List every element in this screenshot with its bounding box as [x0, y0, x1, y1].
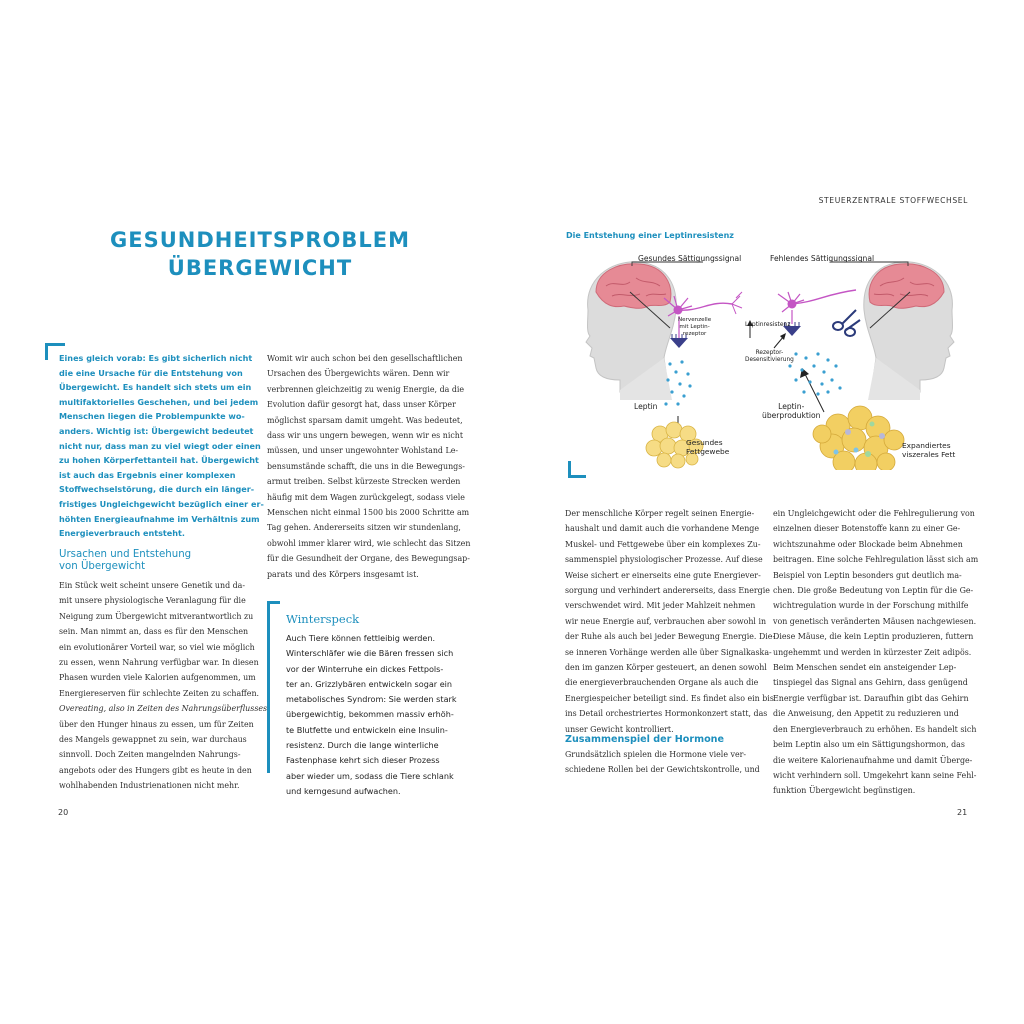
body-line: wir neue Energie auf, verbrauchen aber sowohl in: [565, 616, 767, 626]
body-line: für die Gesundheit der Organe, des Bewegungsap-: [267, 554, 470, 564]
body-line: se inneren Vorhänge werden alle über Signalkaska-: [565, 647, 772, 657]
body-line: wichtszunahme oder Blockade beim Abnehmen: [773, 539, 963, 549]
box-line: Fastenphase kehrt sich dieser Prozess: [286, 755, 440, 766]
body-line: Grundsätzlich spielen die Hormone viele ver-: [565, 750, 747, 759]
body-line: müssen, und unser ungewohnter Wohlstand Le-: [267, 446, 459, 456]
intro-line: Übergewicht. Es handelt sich stets um ein: [59, 382, 252, 393]
intro-line: nicht nur, dass man zu viel wiegt oder einen: [59, 440, 261, 451]
body-line: Diese Mäuse, die kein Leptin produzieren, futtern: [773, 632, 974, 642]
column-2-text: [267, 351, 471, 582]
body-line: ein evolutionärer Vorteil war, so viel wie möglich: [59, 642, 255, 652]
label-missing-signal: Fehlendes Sättigungssignal: [770, 254, 875, 263]
body-line: zu essen, wenn Nahrung verfügbar war. In diesen: [59, 658, 259, 668]
body-line: armut treiben. Selbst kürzeste Strecken werden: [267, 477, 461, 487]
head-left-illustration: [586, 262, 676, 400]
body-line: von genetisch veränderten Mäusen nachgewiesen.: [773, 616, 977, 626]
label-line: viszerales Fett: [902, 450, 956, 459]
body-line: verschwendet wird. Mit jeder Mahlzeit nehmen: [565, 601, 756, 611]
body-line: den Energieverbrauch zu erhöhen. Es handelt sich: [773, 724, 977, 734]
body-line: die energieverbrauchenden Organe als auch die: [565, 678, 759, 688]
body-line: sein. Man nimmt an, dass es für den Menschen: [59, 627, 249, 637]
body-line: möglichst sparsam damit umgeht. Was bedeutet,: [267, 415, 463, 425]
body-line: sammenspiel physiologischer Prozesse. Auf diese: [565, 555, 763, 565]
box-line: Winterschläfer wie die Bären fressen sich: [286, 648, 454, 659]
label-line: mit Leptin-: [679, 324, 710, 330]
label-line: Desensitivierung: [745, 357, 794, 363]
neuron-right-illustration: [778, 290, 856, 336]
label-visceral: [902, 441, 955, 459]
body-line: der Ruhe als auch bei jeder Bewegung Energie. Die-: [565, 632, 776, 642]
body-line: chen. Die große Bedeutung von Leptin für die Ge-: [773, 586, 974, 596]
body-line: ins Detail orchestriertes Hormonkonzert statt, das: [565, 709, 768, 719]
body-line: über den Hunger hinaus zu essen, um für Zeiten: [59, 719, 254, 729]
label-overprod: [762, 402, 820, 420]
scissors-icon: [833, 310, 860, 336]
page-number-left: 20: [58, 808, 69, 817]
body-line: Beim Menschen sendet ein ansteigender Lep-: [773, 663, 957, 673]
body-line: funktion Übergewicht begünstigen.: [773, 786, 916, 796]
label-line: Gesundes: [686, 438, 723, 447]
body-line: bensumstände schafft, die uns in die Bewegungs-: [267, 461, 465, 471]
box-line: und kerngesund aufwachen.: [286, 785, 401, 796]
intro-paragraph: [59, 351, 264, 541]
body-line: Overeating, also in Zeiten des Nahrungsüberflusses: [59, 704, 268, 714]
label-line: Rezeptor-: [755, 350, 784, 356]
body-line: einzelnen dieser Botenstoffe kann zu einer Ge-: [773, 524, 961, 534]
body-line: ungehemmt und werden in kürzester Zeit adipös.: [773, 647, 972, 657]
body-line: Phasen wurden viele Kalorien aufgenommen, um: [59, 673, 256, 683]
intro-line: fristiges Ungleichgewicht bezüglich einer er-: [59, 498, 264, 509]
body-line: beim Leptin also um ein Sättigungshormon, das: [773, 740, 965, 750]
label-line: Nervenzelle: [678, 317, 712, 323]
title-line: GESUNDHEITSPROBLEM: [110, 228, 410, 252]
intro-line: Menschen liegen die Problempunkte wo-: [59, 411, 245, 422]
body-line: Muskel- und Fettgewebe über ein komplexes Zu-: [565, 539, 761, 549]
section-heading: [59, 549, 191, 573]
label-healthy-signal: Gesundes Sättigungssignal: [638, 254, 742, 263]
label-healthy-fat: [686, 438, 729, 456]
label-neuron: [678, 317, 711, 338]
column-3-text: [565, 506, 776, 737]
label-desens: [745, 350, 794, 364]
head-right-illustration: [864, 262, 954, 400]
body-line: obwohl immer klarer wird, wie schlecht das Sitzen: [267, 538, 471, 548]
page-number-right: 21: [957, 808, 968, 817]
box-accent-top: [267, 601, 280, 604]
label-leptin: Leptin: [634, 402, 658, 411]
corner-bracket: [568, 461, 586, 478]
body-line: Energiespeicher beteiligt sind. Es findet also ein bis: [565, 693, 774, 703]
box-line: ter an. Grizzlybären entwickeln sogar ein: [286, 678, 453, 689]
box-text: [286, 631, 476, 799]
body-line: Neigung zum Übergewicht mitverantwortlich zu: [59, 611, 254, 621]
title-line: ÜBERGEWICHT: [167, 256, 353, 280]
body-line: die weitere Kalorienaufnahme und damit Überge-: [773, 755, 973, 765]
body-line: tinspiegel das Signal ans Gehirn, dass genügend: [773, 678, 968, 688]
box-line: te Blutfette und entwickeln eine Insulin-: [286, 724, 448, 735]
body-line: Der menschliche Körper regelt seinen Energie-: [565, 509, 755, 518]
intro-line: zu hohen Körperfettanteil hat. Übergewicht: [59, 455, 259, 466]
intro-line: Energieverbrauch entsteht.: [59, 528, 185, 539]
section-heading: Zusammenspiel der Hormone: [565, 734, 725, 745]
section-heading-line: Ursachen und Entstehung: [59, 549, 192, 560]
body-line: dass wir uns ungern bewegen, wenn wir es nicht: [267, 431, 464, 441]
body-line: den im ganzen Körper gesteuert, an denen sowohl: [565, 663, 767, 673]
box-line: aber wieder um, sodass die Tiere schlank: [286, 770, 454, 781]
intro-line: multifaktorielles Geschehen, und bei jedem: [59, 396, 259, 407]
box-line: resistenz. Durch die lange winterliche: [286, 740, 439, 751]
body-line: sinnvoll. Doch Zeiten mangelnden Nahrungs-: [59, 750, 241, 760]
visceral-fat-illustration: [813, 406, 904, 470]
box-line: vor der Winterruhe ein dickes Fettpols-: [286, 663, 444, 674]
body-line: Energie verfügbar ist. Daraufhin gibt das Gehirn: [773, 693, 969, 703]
body-line: Weise sichert er einerseits eine gute Energiever-: [565, 570, 761, 580]
body-line: Womit wir auch schon bei den gesellschaftlichen: [267, 354, 463, 363]
body-line: Tag gehen. Andererseits sitzen wir stundenlang,: [267, 523, 461, 533]
box-line: metabolisches Syndrom: Sie werden stark: [286, 694, 457, 705]
section-2-text: [565, 747, 761, 778]
body-line: die Anweisung, den Appetit zu reduzieren und: [773, 709, 959, 719]
body-line: Evolution dafür gesorgt hat, dass unser Körper: [267, 400, 456, 410]
column-1-text: [59, 578, 268, 794]
body-line: angebots oder des Hungers gibt es heute in den: [59, 765, 252, 775]
intro-line: Stoffwechselstörung, die durch ein länger-: [59, 484, 255, 495]
body-line: haushalt und damit auch die vorhandene Menge: [565, 524, 759, 534]
section-heading-line: von Übergewicht: [59, 561, 146, 572]
body-line: schiedene Rollen bei der Gewichtskontrolle, und: [565, 765, 760, 775]
body-line: Beispiel von Leptin besonders gut deutlich ma-: [773, 570, 962, 580]
body-line: mit unsere physiologische Veranlagung für die: [59, 596, 246, 606]
box-line: übergewichtig, bekommen massiv erhöh-: [286, 709, 454, 720]
page-title: [90, 226, 430, 282]
column-4-text: [773, 506, 979, 799]
body-line: Ursachen des Übergewichts wären. Denn wir: [267, 369, 450, 379]
body-line: wichtregulation wurde in der Forschung mithilfe: [773, 601, 969, 611]
intro-line: höhten Energieaufnahme im Verhältnis zum: [59, 513, 260, 524]
body-line: unser Gewicht kontrolliert.: [565, 724, 674, 734]
body-line: Energiereserven für schlechte Zeiten zu schaffen.: [59, 688, 260, 698]
running-head: STEUERZENTRALE STOFFWECHSEL: [818, 196, 968, 205]
box-accent-bar: [267, 601, 270, 773]
label-line: überproduktion: [762, 411, 821, 420]
box-line: Auch Tiere können fettleibig werden.: [286, 633, 436, 643]
intro-line: Eines gleich vorab: Es gibt sicherlich nicht: [59, 353, 253, 363]
body-line: sorgung und verhindert andererseits, dass Energie: [565, 586, 770, 596]
intro-line: anders. Wichtig ist: Übergewicht bedeutet: [59, 425, 254, 436]
body-line: Ein Stück weit scheint unsere Genetik und da-: [59, 581, 246, 590]
body-line: parats und des Körpers insgesamt ist.: [267, 569, 419, 579]
box-title: Winterspeck: [286, 612, 360, 626]
figure-title: Die Entstehung einer Leptinresistenz: [566, 231, 734, 240]
intro-line: die eine Ursache für die Entstehung von: [59, 367, 243, 378]
label-line: Leptin-: [778, 402, 805, 411]
intro-line: ist auch das Ergebnis einer komplexen: [59, 469, 236, 480]
leptin-dots-right: [788, 352, 841, 395]
body-line: beitragen. Eine solche Fehlregulation lässt sich am: [773, 555, 979, 565]
label-line: rezeptor: [682, 331, 707, 337]
label-resistance: Leptinresistenz: [745, 321, 791, 328]
body-line: verbrennen gleichzeitig zu wenig Energie, da die: [267, 384, 465, 394]
body-line: wohlhabenden Industrienationen nicht mehr.: [59, 781, 240, 791]
body-line: häufig mit dem Wagen zurückgelegt, sodass viele: [267, 492, 465, 502]
body-line: des Mangels gewappnet zu sein, war durchaus: [59, 735, 247, 745]
label-line: Fettgewebe: [686, 447, 730, 456]
label-line: Expandiertes: [902, 441, 951, 450]
body-line: ein Ungleichgewicht oder die Fehlregulierung von: [773, 509, 975, 518]
body-line: wicht verhindern soll. Umgekehrt kann seine Fehl-: [773, 770, 977, 780]
body-line: Menschen nicht einmal 1500 bis 2000 Schritte am: [267, 508, 470, 518]
